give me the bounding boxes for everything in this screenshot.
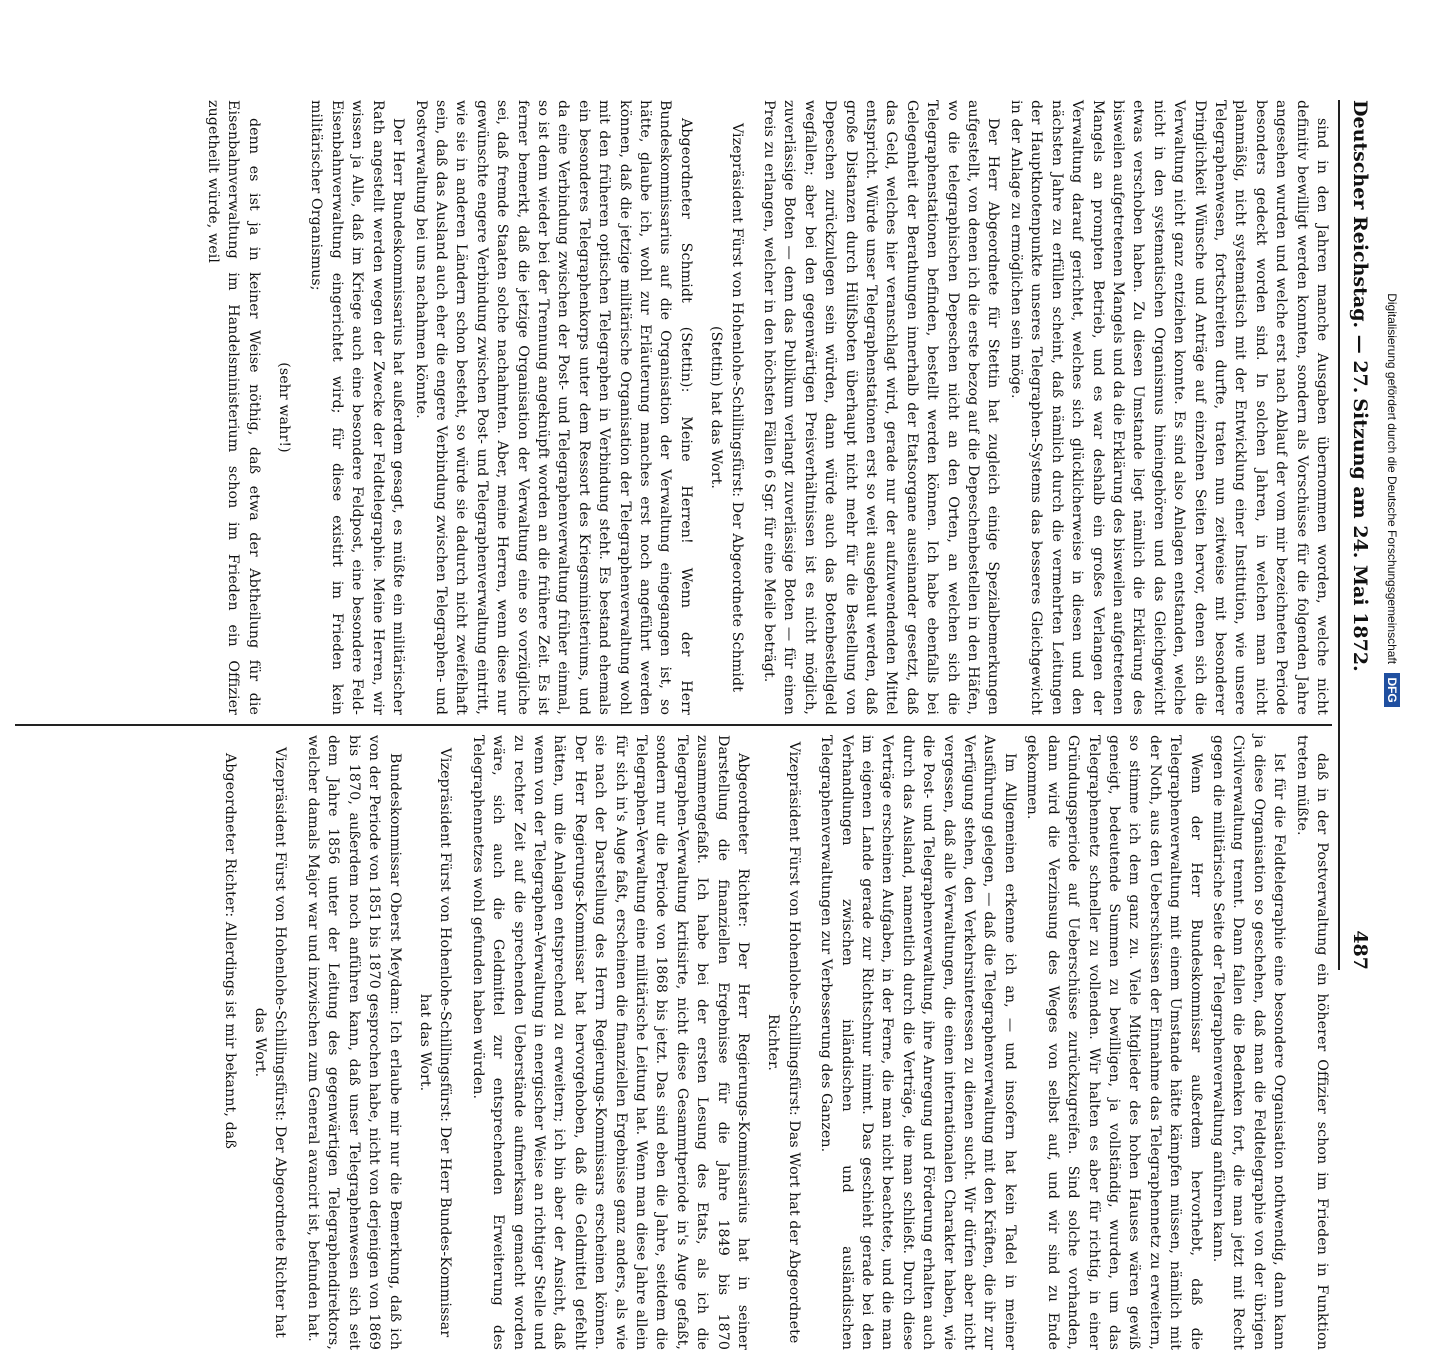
paragraph: Abgeordneter Richter: Der Herr Regierungs-Kommissarius hat in seiner Darstellung die finanziellen Ergebnisse für die Jahre 1849 bis 1870 zusammengefaßt. Ich habe bei der ersten Lesung des Etats, als ich die Telegraphen-Verwaltung kritisirte, nicht diese Gesammtperiode in's Auge gefaßt, sondern nur die Periode von 1868 bis jetzt. Das sind eben die Jahre, seitdem die Telegraphen-Verwaltung eine militärische Leitung hat. Wenn man diese Jahre allein für sich in's Auge faßt, erscheinen die finanziellen Ergebnisse ganz anders, als wie sie nach der Darstellung des Herrn Regierungs-Kommissars erscheinen können. Der Herr Regierungs-Kommissar hat hervorgehoben, daß die Geldmittel gefehlt hätten, um die Anlagen entsprechend zu erweitern; ich bin aber der Ansicht, daß wenn von der Telegraphen-Verwaltung in energischer Weise an richtiger Stelle und zu rechter Zeit auf die sprechenden Ueberstände aufmerksam gemacht worden wäre, sich auch die Geldmittel zur entsprechenden Erweiterung des Telegraphennetzes wohl gefunden haben würden. (469, 735, 752, 1350)
text-column-right (12, 735, 1332, 1350)
speaker-heading: Vizepräsident Fürst von Hohenlohe-Schillingsfürst: Der Abgeordnete Schmidt (Stettin) hat das Wort. (708, 122, 745, 693)
digitization-stamp (1355, 0, 1400, 1000)
speaker-heading: Vizepräsident Fürst von Hohenlohe-Schillingsfürst: Der Herr Bundes-Kommissar hat das Wort. (416, 747, 454, 1338)
interjection: (sehr wahr!) (276, 362, 293, 453)
text-column-left (12, 100, 1332, 715)
dfg-logo: DFG (1384, 673, 1400, 706)
column-divider (15, 724, 1332, 726)
paragraph: denn es ist ja in keiner Weise nöthig, daß etwa der Abtheilung für die Eisenbahnverwaltung im Handelsministerium schon im Frieden ein Offizier zugetheilt würde, weil (204, 100, 262, 715)
stamp-text: Digitalisierung gefördert durch die Deutsche Forschungsgemeinschaft (1385, 293, 1399, 665)
speaker-heading: Vizepräsident Fürst von Hohenlohe-Schillingsfürst: Das Wort hat der Abgeordnete Richter. (765, 741, 802, 1344)
page-number: 487 (1349, 930, 1371, 970)
paragraph: Abgeordneter Schmidt (Stettin): Meine Herren! Wenn der Herr Bundeskommissarius auf die Organisation der Verwaltung eingegangen ist, so hätte, glaube ich, wohl zur Erläuterung manches erst noch angeführt werden können, daß die jetzige militärische Organisation der Telegraphenverwaltung wohl mit den früheren optischen Telegraphen in Verbindung steht. Es bestand ehemals ein besonderes Telegraphenkorps unter dem Ressort des Kriegsministeriums, und da eine Verbindung zwischen der Post- und Telegraphenverwaltung früher einmal, so ist denn wieder bei der Trennung angeknüpft worden an die frühere Zeit. Es ist ferner bemerkt, daß die jetzige Organisation der Verwaltung eine so vorzügliche sei, daß fremde Staaten solche nachahmten. Aber, meine Herren, wenn diese nur gewünschte engere Verbindung zwischen Post- und Telegraphenverwaltung eintritt, wie sie in anderen Ländern schon besteht, so würde sie dadurch nicht zweifelhaft sein, daß das Ausland auch eher die engere Verbindung zwischen Telegraphen- und Postverwaltung bei uns nachahmen könnte. (412, 100, 694, 715)
speaker-heading: Vizepräsident Fürst von Hohenlohe-Schillingsfürst: Der Abgeordnete Richter hat das Wort. (252, 747, 289, 1338)
paragraph: Bundeskommissar Oberst Meydam: Ich erlaube mir nur die Bemerkung, daß ich von der Periode von 1851 bis 1870 gesprochen habe, nicht von derjenigen von 1869 bis 1870, außerdem noch anführen kann, daß unser Telegraphenwesen sich seit dem Jahre 1856 unter der Leitung des gegenwärtigen Telegraphendirektors, welcher damals Major war und inzwischen zum General avancirt ist, befunden hat. (304, 735, 403, 1350)
paragraph: Der Herr Bundeskommissarius hat außerdem gesagt, es müßte ein militärischer Rath angestellt werden wegen der Zwecke der Feldtelegraphie. Meine Herren, wir wissen ja Alle, daß im Kriege auch eine besondere Feldpost, eine besondere Feld-Eisenbahnverwaltung eingerichtet wird; für diese existirt im Frieden kein militärischer Organismus; (308, 100, 407, 715)
paragraph: sind in den Jahren manche Ausgaben übernommen worden, welche nicht definitiv bewilligt werden konnten, sondern als Vorschüsse für die folgenden Jahre angesehen wurden und welche erst nach Ablauf der vom mir bezeichneten Periode besonders gedeckt worden sind. In solchen Jahren, in welchen man nicht planmäßig, nicht systematisch mit der Entwicklung einer Institution, wie unsere Telegraphenwesen, fortschreiten durfte, traten nun zeitweise mit besonderer Dringlichkeit Wünsche und Anträge auf einzelnen Seiten hervor, denen sich die Verwaltung nicht ganz entziehen konnte. Es sind also Anlagen entstanden, welche nicht in den systematischen Organismus hineingehören und das Gleichgewicht etwas verschoben haben. Zu diesen Umstande liegt nämlich die Erklärung des bisweilen aufgetretenen Mangels und da die Erklärung des bisweilen aufgetretenen Mangels an prompten Betrieb, und es war deshalb ein großes Verlangen der Verwaltung darauf gerichtet, welches sich glücklicherweise in diesen und den nächsten Jahre zu erfüllen scheint, daß nämlich durch die vermehrten Leitungen der Hauptknotenpunkte unseres Telegraphen-Systems das besseres Gleichgewicht in der Anlage zu ermöglichen sein möge. (1007, 100, 1330, 715)
paragraph: Abgeordneter Richter: Allerdings ist mir bekannt, daß (221, 753, 238, 1149)
paragraph: Im Allgemeinen erkenne ich an, — und insofern hat kein Tadel in meiner Ausführung gelegen, — daß die Telegraphenverwaltung mit den Kräften, die ihr zur Verfügung stehen, den Verkehrsinteressen zu dienen sucht. Wir dürfen aber nicht vergessen, daß alle Verwaltungen, die einen internationalen Charakter haben, wie die Post- und Telegraphenverwaltung, ihre Anregung und Förderung erhalten auch durch das Ausland, namentlich durch die Verträge, die man schließt. Durch diese Verträge erscheinen Aufgaben, in der Ferne, die man nicht beachtete, und die man im eigenen Lande gerade zur Richtschnur nimmt. Das geschieht gerade bei den Verhandlungen zwischen inländischen und ausländischen Telegraphenverwaltungen zur Verbesserung des Ganzen. (818, 735, 1018, 1350)
header-title: Sitzung am 24. Mai 1872. (1349, 398, 1371, 672)
paragraph: Der Herr Abgeordnete für Stettin hat zugleich einige Spezialbemerkungen aufgestellt, von denen ich die erste bezog auf die Depeschenbestellen in den Häfen, wo die telegraphischen Depeschen nicht an den Orten, an welchen sich die Telegraphenstationen befinden, bestellt werden können. Ich habe ebenfalls bei Gelegenheit der Berathungen innerhalb der Etatsorgane auseinander gesetzt, daß das Geld, welches hier veranschlagt wird, gerade nur der aufzuwendenden Mittel entspricht. Würde unser Telegraphenstationen erst so weit ausgebaut werden, daß große Distanzen durch Hülfsboten überhaupt nicht mehr für die Bestellung von Depeschen zurückzulegen sein würden, dann würde auch das Botenbestellgeld wegfallen; aber bei den gegenwärtigen Preisverhältnissen ist es nicht möglich, zuverlässige Boten — denn das Publikum verlangt zuverlässige Boten — für einen Preis zu erlangen, welcher in den höchsten Fällen 6 Sgr. für eine Meile beträgt. (761, 100, 1002, 715)
paragraph: daß in der Postverwaltung ein höherer Offizier schon im Frieden in Funktion treten müßte. (1293, 735, 1330, 1350)
paragraph: Ist für die Feldtelegraphie eine besondere Organisation nothwendig, dann kann ja diese Organisation so geschehen, daß man die Feldtelegraphie von der übrigen Civilverwaltung trennt. Dann fallen die Bedenken fort, die man jetzt mit Recht gegen die militärische Seite der Telegraphenverwaltung anführen kann. (1209, 735, 1288, 1350)
paragraph: Wenn der Herr Bundeskommissar außerdem hervorhebt, daß die Telegraphenverwaltung mit einem Umstande hätte kämpfen müssen, nämlich mit der Noth, aus den Ueberschüssen der Einnahme das Telegraphennetz zu erweitern, so stimme ich dem ganz zu. Viele Mitglieder des hohen Hauses wären gewiß geneigt, bedeutende Summen zu bewilligen, ja vollständig, wurden, um das Telegraphennetz schneller zu vollenden. Wir halten es aber für richtig, in einer Gründungsperiode auf Ueberschüsse zurückzugreifen. Sind solche vorhanden, dann wird die Verzinsung des Weges von selbst auf, und wir sind zu Ende gekommen. (1024, 735, 1204, 1350)
header-left: Deutscher Reichstag. — 27. (1349, 100, 1371, 394)
